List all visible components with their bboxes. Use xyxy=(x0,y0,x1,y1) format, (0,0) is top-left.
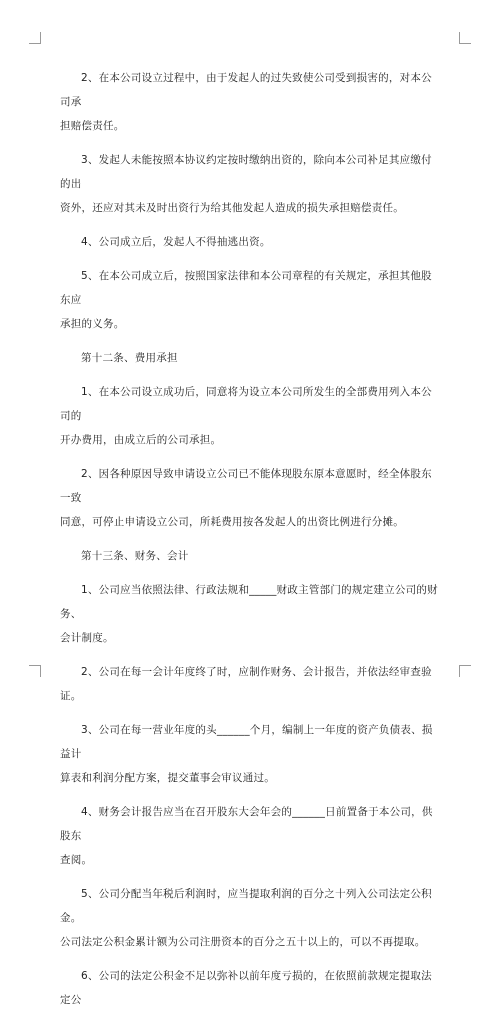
text-line: 1、公司应当依照法律、行政法规和_____财政主管部门的规定建立公司的财务、 xyxy=(60,584,438,620)
text-line: 3、发起人未能按照本协议约定按时缴纳出资的，除向本公司补足其应缴付的出 xyxy=(60,154,432,190)
text-line: 会计制度。 xyxy=(60,632,114,644)
text-line: 5、公司分配当年税后利润时，应当提取利润的百分之十列入公司法定公积金。 xyxy=(60,888,432,924)
text-line: 4、公司成立后，发起人不得抽逃出资。 xyxy=(81,236,271,248)
paragraph xyxy=(60,380,440,452)
text-line: 第十二条、费用承担 xyxy=(81,352,178,364)
crop-mark-bottom-left xyxy=(29,665,41,677)
paragraph xyxy=(60,800,440,872)
crop-mark-top-right xyxy=(459,32,471,44)
text-line: 4、财务会计报告应当在召开股东大会年会的______日前置备于本公司，供股东 xyxy=(60,806,433,842)
text-line: 5、在本公司成立后，按照国家法律和本公司章程的有关规定，承担其他股东应 xyxy=(60,270,432,306)
paragraph xyxy=(60,462,440,534)
paragraph xyxy=(60,882,440,954)
paragraph xyxy=(60,964,440,1012)
text-line: 2、因各种原因导致申请设立公司已不能体现股东原本意愿时，经全体股东一致 xyxy=(60,468,432,504)
paragraph xyxy=(60,230,440,254)
text-line: 查阅。 xyxy=(60,854,93,866)
paragraph xyxy=(60,148,440,220)
section-heading xyxy=(60,544,440,568)
text-line: 担赔偿责任。 xyxy=(60,120,125,132)
paragraph xyxy=(60,264,440,336)
text-line: 第十三条、财务、会计 xyxy=(81,550,189,562)
text-line: 2、在本公司设立过程中，由于发起人的过失致使公司受到损害的，对本公司承 xyxy=(60,72,432,108)
paragraph xyxy=(60,66,440,138)
text-line: 6、公司的法定公积金不足以弥补以前年度亏损的，在依照前款规定提取法定公 xyxy=(60,970,432,1006)
text-line: 算表和利润分配方案，提交董事会审议通过。 xyxy=(60,772,275,784)
section-heading xyxy=(60,346,440,370)
paragraph xyxy=(60,660,440,708)
text-line: 同意，可停止申请设立公司，所耗费用按各发起人的出资比例进行分摊。 xyxy=(60,516,404,528)
text-line: 2、公司在每一会计年度终了时，应制作财务、会计报告，并依法经审查验证。 xyxy=(60,666,432,702)
paragraph xyxy=(60,718,440,790)
crop-mark-top-left xyxy=(29,32,41,44)
text-line: 承担的义务。 xyxy=(60,318,125,330)
document-body xyxy=(60,66,440,1022)
text-line: 资外，还应对其未及时出资行为给其他发起人造成的损失承担赔偿责任。 xyxy=(60,202,404,214)
text-line: 1、在本公司设立成功后，同意将为设立本公司所发生的全部费用列入本公司的 xyxy=(60,386,432,422)
text-line: 开办费用，由成立后的公司承担。 xyxy=(60,434,222,446)
crop-mark-bottom-right xyxy=(459,665,471,677)
text-line: 3、公司在每一营业年度的头______个月，编制上一年度的资产负债表、损益计 xyxy=(60,724,433,760)
text-line: 公司法定公积金累计额为公司注册资本的百分之五十以上的，可以不再提取。 xyxy=(60,936,426,948)
paragraph xyxy=(60,578,440,650)
